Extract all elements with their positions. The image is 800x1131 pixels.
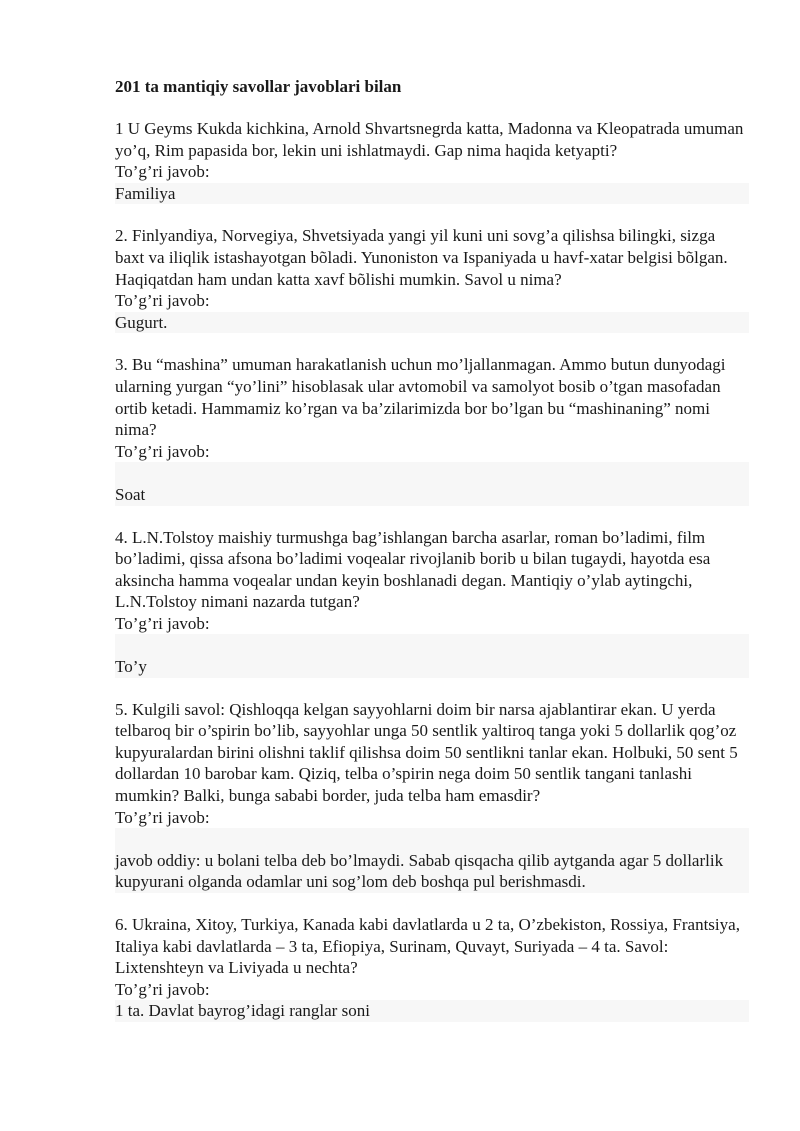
answer-box	[115, 183, 749, 205]
answer-text: 1 ta. Davlat bayrog’idagi ranglar soni	[115, 1001, 370, 1021]
answer-box	[115, 312, 749, 334]
question-text: 3. Bu “mashina” umuman harakatlanish uchun mo’ljallanmagan. Ammo butun dunyodagi ularning yurgan “yo’lini” hisoblasak ular avtomobil va samolyot bosib o’tgan masofadan ortib ketadi. Hammamiz ko’rgan va ba’zilarimizda bor bo’lgan bu “mashinaning” nomi nima?	[115, 355, 726, 440]
answer-label: To’g’ri javob:	[115, 613, 210, 633]
document-title: 201 ta mantiqiy savollar javoblari bilan	[115, 77, 402, 96]
question-3	[115, 354, 745, 505]
answer-box	[115, 634, 749, 677]
question-text: 2. Finlyandiya, Norvegiya, Shvetsiyada yangi yil kuni uni sovg’a qilishsa bilingki, sizga baxt va iliqlik istashayotgan bõladi. Yunoniston va Ispaniyada u havf-xatar belgisi bõlgan. Haqiqatdan ham undan katta xavf bõlishi mumkin. Savol u nima?	[115, 226, 728, 289]
question-6	[115, 914, 745, 1022]
answer-label: To’g’ri javob:	[115, 979, 210, 999]
answer-label: To’g’ri javob:	[115, 162, 210, 182]
answer-label: To’g’ri javob:	[115, 807, 210, 827]
answer-text: To’y	[115, 657, 147, 677]
answer-label: To’g’ri javob:	[115, 441, 210, 461]
question-text: 5. Kulgili savol: Qishloqqa kelgan sayyohlarni doim bir narsa ajablantirar ekan. U yerda telbaroq bir o’spirin bo’lib, sayyohlar unga 50 sentlik yaltiroq tanga yoki 5 dollarlik qog’oz kupyuralardan birini olishni taklif qilishsa doim 50 sentlikni tanlar ekan. Holbuki, 50 sent 5 dollardan 10 barobar kam. Qiziq, telba o’spirin nega doim 50 sentlik tangani tanlashi mumkin? Balki, bunga sababi border, juda telba ham emasdir?	[115, 699, 738, 806]
question-5	[115, 699, 745, 893]
question-text: 4. L.N.Tolstoy maishiy turmushga bag’ishlangan barcha asarlar, roman bo’ladimi, film bo’ladimi, qissa afsona bo’ladimi voqealar rivojlanib borib u bilan tugaydi, hayotda esa aksincha hamma voqealar undan keyin boshlanadi degan. Mantiqiy o’ylab aytingchi, L.N.Tolstoy nimani nazarda tutgan?	[115, 527, 711, 612]
question-text: 6. Ukraina, Xitoy, Turkiya, Kanada kabi davlatlarda u 2 ta, O’zbekiston, Rossiya, Frantsiya, Italiya kabi davlatlarda – 3 ta, Efiopiya, Surinam, Quvayt, Suriyada – 4 ta. Savol: Lixtenshteyn va Liviyada u nechta?	[115, 915, 740, 978]
question-1	[115, 118, 745, 204]
answer-label: To’g’ri javob:	[115, 291, 210, 311]
answer-box	[115, 1000, 749, 1022]
answer-text: Familiya	[115, 183, 176, 203]
answer-text: Soat	[115, 484, 146, 504]
answer-text: Gugurt.	[115, 312, 168, 332]
document-page	[115, 76, 745, 1043]
question-text: 1 U Geyms Kukda kichkina, Arnold Shvartsnegrda katta, Madonna va Kleopatrada umuman yo’q, Rim papasida bor, lekin uni ishlatmaydi. Gap nima haqida ketyapti?	[115, 119, 744, 160]
answer-box	[115, 462, 749, 505]
answer-text: javob oddiy: u bolani telba deb bo’lmaydi. Sabab qisqacha qilib aytganda agar 5 dollarlik kupyurani olganda odamlar uni sog’lom deb boshqa pul berishmasdi.	[115, 850, 724, 892]
question-4	[115, 527, 745, 678]
answer-box	[115, 828, 749, 893]
question-2	[115, 225, 745, 333]
